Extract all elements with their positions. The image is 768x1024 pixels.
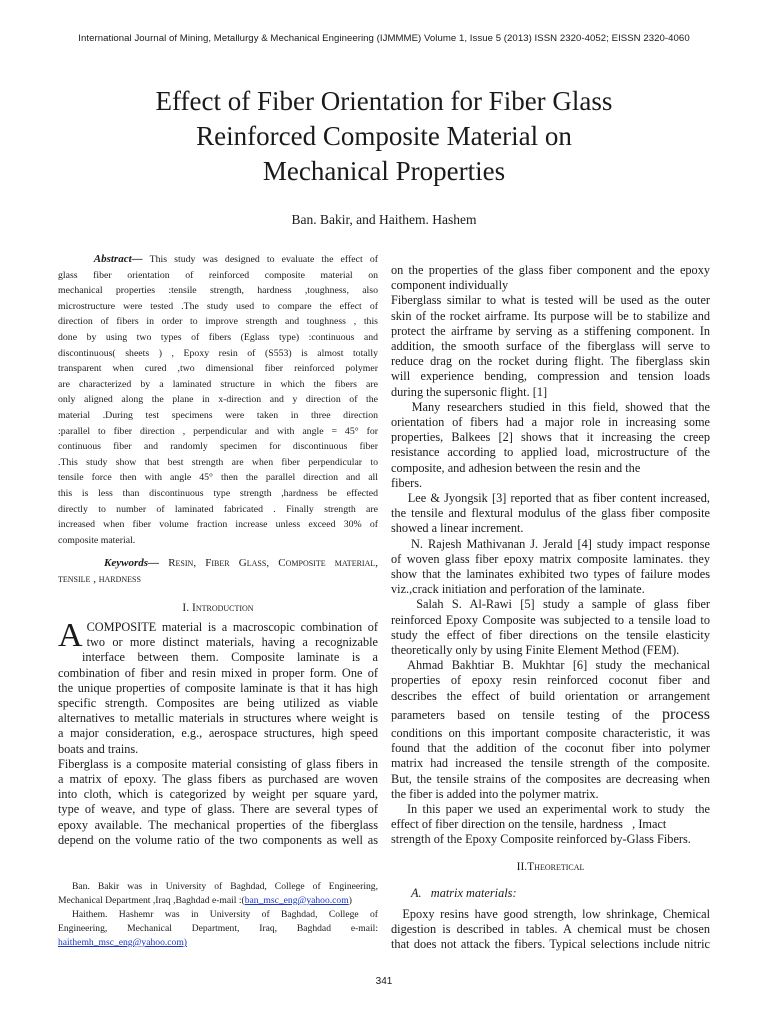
abstract-line: mechanical properties :tensile strength, hardness ,toughness, also — [58, 285, 378, 297]
footnotes — [58, 880, 378, 950]
body-line: N. Rajesh Mathivanan J. Jerald [4] study impact response — [391, 536, 710, 551]
abstract-line: composite material. — [58, 534, 136, 546]
keywords-text: Resin, Fiber Glass, Composite material, — [168, 557, 378, 569]
body-line: the tensile and flextural modulus of the glass fiber composite — [391, 506, 710, 521]
paper-title — [0, 84, 768, 189]
abstract-line: :parallel to fiber direction , perpendicular and with angle = 45° for — [58, 425, 378, 437]
body-line: fibers. — [391, 475, 423, 490]
footnote-line: Engineering, Mechanical Department, Iraq, Baghdad e-mail: — [58, 923, 378, 934]
abstract-line: are characterized by a laminated structure in which the fibers are — [58, 378, 378, 390]
keywords-line — [58, 556, 378, 572]
intro-line: the unique properties of composite laminate is that it has high — [58, 680, 378, 695]
abstract-line: transparent when cured ,two dimensional fiber reinforced polymer — [58, 363, 378, 375]
body-line: properties, Balkees [2] shows that it increasing the creep — [391, 430, 710, 445]
footnote-line: Haithem. Hashemr was in University of Baghdad, College of — [72, 909, 378, 920]
intro-line: interface between them. Composite laminate is a — [82, 650, 378, 665]
body-line: Lee & Jyongsik [3] reported that as fiber content increased, — [391, 491, 710, 506]
intro-line: alternatives to metallic materials in structures where weight is — [58, 711, 378, 726]
body-line: But, the tensile strains of the composites are decreasing when — [391, 771, 710, 786]
body-line: strength of the Epoxy Composite reinforced by-Glass Fibers. — [391, 832, 691, 847]
intro-line: type of weave, and type of glass. There are several types of — [58, 802, 378, 817]
abstract-line: tensile force then with angle 45° then the parallel direction and all — [58, 472, 378, 484]
title-line: Effect of Fiber Orientation for Fiber Glass — [155, 86, 613, 116]
abstract-line: this is less than discontinuous type strength ,hardness be effected — [58, 487, 378, 499]
intro-line: two or more distinct materials, having a recognizable — [86, 635, 378, 650]
body-line: reduce drag on the rocket during flight. The fiberglass skin — [391, 354, 710, 369]
abstract — [58, 252, 378, 548]
intro-line: a major consideration, e.g., aerospace structures, high speed — [58, 726, 378, 741]
subsection-heading: A. matrix materials: — [411, 886, 517, 900]
email-link-haithem[interactable]: haithemh_msc_eng@yahoo.com) — [58, 937, 187, 948]
footnote-line — [58, 894, 378, 908]
intro-first-word: COMPOSITE — [86, 620, 157, 634]
body-line: skin of the rocket airframe. Its purpose will be to stabilize and — [391, 308, 710, 323]
body-line — [391, 704, 710, 726]
intro-line: boats and trains. — [58, 741, 139, 756]
body-line: protect the airframe by serving as a stiffening component. In — [391, 323, 710, 338]
body-line: on the properties of the glass fiber component and the epoxy — [391, 263, 710, 277]
abstract-line: discontinuous( sheets ) , Epoxy resin of (S553) is almost totally — [58, 347, 378, 359]
body-line: viz.,crack initiation and perforation of the laminate. — [391, 582, 645, 597]
body-line: theoretically only by using Finite Element Method (FEM). — [391, 643, 680, 658]
intro-line-rest: material is a macroscopic combination of — [161, 620, 378, 634]
page-number: 341 — [375, 976, 393, 987]
title-line: Reinforced Composite Material on — [196, 121, 572, 151]
intro-line: into cloth, which is categorized by weight per square yard, — [58, 787, 378, 802]
section-heading: I. Introduction — [182, 602, 254, 614]
abstract-line — [58, 252, 378, 268]
body-line: addition, the smooth surface of the fiberglass will serve to — [391, 339, 710, 354]
email-link-ban[interactable]: ban_msc_eng@yahoo.com — [244, 895, 349, 906]
body-line: describes the effect of build orientation or arrangement — [391, 688, 710, 703]
body-line: found that the addition of the coconut fiber into polymer — [391, 741, 710, 756]
intro-line: epoxy available. The mechanical properties of the fiberglass — [58, 817, 378, 832]
abstract-line: microstructure were tested .The study used to compare the effect of — [58, 300, 378, 312]
body-line: of woven glass fiber epoxy matrix composite laminates. they — [391, 551, 710, 566]
body-line: matrix had increased the tensile strength of the composite. — [391, 756, 710, 771]
body-line: Epoxy resins have good strength, low shrinkage, Chemical — [391, 907, 710, 921]
right-column-text — [391, 263, 710, 848]
body-line: Salah S. Al-Rawi [5] study a sample of glass fiber — [391, 597, 710, 612]
intro-line: combination of fiber and resin mixed in proper form. One of — [58, 665, 378, 680]
body-line: showed a linear increment. — [391, 521, 524, 536]
body-line: orientation of fibers had a major role in increasing some — [391, 415, 710, 430]
intro-line: specific strength. Composites are being utilized as viable — [58, 696, 378, 711]
body-line: resistance according to applied load, microstructure of the — [391, 445, 710, 460]
body-line: will experience bending, compression and tension loads — [391, 369, 710, 384]
abstract-text: This study was designed to evaluate the effect of — [149, 254, 378, 265]
body-line: reinforced Epoxy Composite was subjected to a tensile load to — [391, 612, 710, 627]
body-line: show that the laminates exhibited two types of failure modes — [391, 567, 710, 582]
section-heading: II.Theoretical — [516, 861, 585, 873]
body-line: Ahmad Bakhtiar B. Mukhtar [6] study the mechanical — [391, 658, 710, 673]
body-text: parameters based on tensile testing of the — [391, 707, 650, 722]
abstract-line: increased when fiber volume fraction increase unless exceed 30% of — [58, 519, 378, 531]
process-word: process — [662, 705, 710, 723]
body-line: the fiber is added into the polymer matrix. — [391, 786, 599, 801]
abstract-line: material .During test specimens were taken in three direction — [58, 409, 378, 421]
footnote-text: ) — [348, 895, 352, 906]
keywords-line: tensile , hardness — [58, 572, 141, 585]
abstract-label: Abstract— — [93, 253, 143, 265]
body-line: composite, and adhesion between the resin and the — [391, 460, 641, 475]
intro-line: a matrix of epoxy. The glass fibers as purchased are woven — [58, 772, 378, 787]
abstract-line: .This study show that best strength are when fiber perpendicular to — [58, 456, 378, 468]
keywords — [58, 556, 378, 587]
dropcap: A — [58, 617, 83, 654]
intro-line: depend on the volume ratio of the two components as well as — [58, 832, 378, 847]
authors: Ban. Bakir, and Haithem. Hashem — [291, 212, 477, 227]
abstract-line: continuous fiber and randomly specimen for discontinuous fiber — [58, 441, 378, 453]
body-line: during the supersonic flight. [1] — [391, 384, 548, 399]
body-line: Many researchers studied in this field, showed that the — [391, 399, 710, 414]
keywords-label: Keywords— — [104, 557, 159, 569]
abstract-line: direction of fibers in order to improve strength and toughness , this — [58, 316, 378, 328]
abstract-line: only aligned along the plane in x-direction and y direction of the — [58, 394, 378, 406]
body-line: Fiberglass similar to what is tested will be used as the outer — [391, 293, 710, 308]
abstract-line: glass fiber orientation of reinforced composite material on — [58, 269, 378, 281]
body-line: study the effect of fiber directions on the tensile elasticity — [391, 627, 710, 642]
footnote-line: Ban. Bakir was in University of Baghdad, College of Engineering, — [72, 881, 378, 892]
intro-line — [58, 620, 378, 635]
body-line: digestion is described in tables. A chemical must be chosen — [391, 922, 710, 937]
body-line: that does not attack the fibers. Typical selections include nitric — [391, 937, 710, 952]
abstract-line: directly to number of laminated fabricated . Finally strength are — [58, 503, 378, 515]
matrix-materials-text — [391, 907, 710, 953]
body-line: effect of fiber direction on the tensile, hardness , Imact — [391, 817, 667, 832]
body-line: properties of epoxy resin reinforced coconut fiber and — [391, 673, 710, 688]
abstract-line: done by using two types of fibers (Eglass type) :continuous and — [58, 331, 378, 343]
body-line: component individually — [391, 278, 509, 293]
body-line: conditions on this important composite characteristic, it was — [391, 725, 710, 740]
intro-line: Fiberglass is a composite material consisting of glass fibers in — [58, 756, 378, 771]
footnote-text: Mechanical Department ,Iraq ,Baghdad e-mail :( — [58, 895, 245, 906]
introduction-text — [58, 617, 378, 848]
journal-header: International Journal of Mining, Metallurgy & Mechanical Engineering (IJMMME) Volume 1, Issue 5 (2013) ISSN 2320-4052; EISSN 2320-4060 — [78, 33, 690, 44]
title-line: Mechanical Properties — [262, 156, 506, 186]
body-line: In this paper we used an experimental work to study the — [391, 801, 710, 816]
